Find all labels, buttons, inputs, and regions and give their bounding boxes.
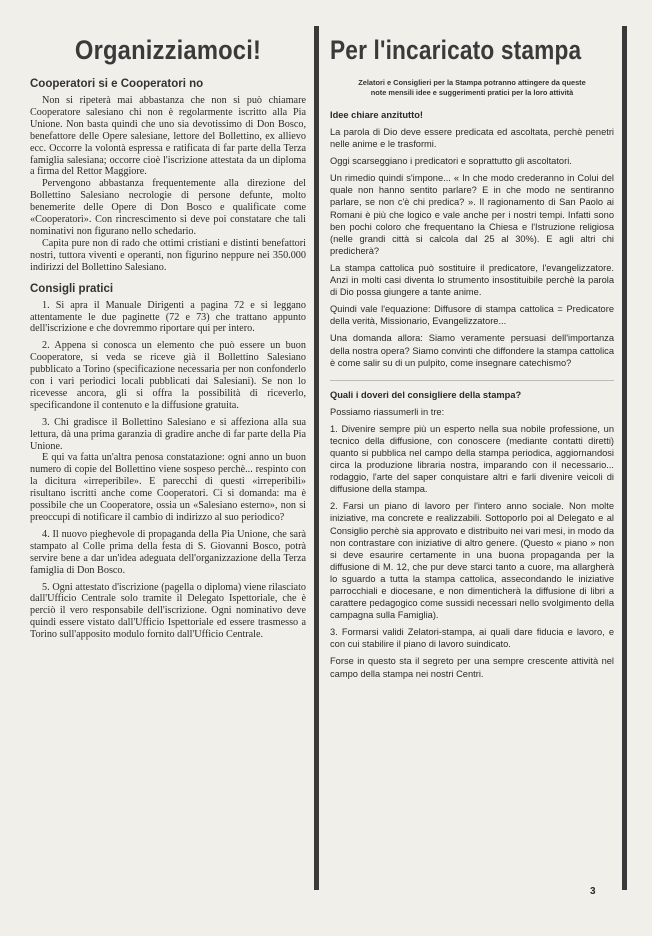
right-border-rule	[622, 26, 627, 890]
paragraph: La stampa cattolica può sostituire il predicatore, l'evangelizzatore. Anzi in molti casi diventa lo strumento insostituibile perchè la parola di Dio possa giungere a tante anime.	[330, 262, 614, 298]
section-title-consigli: Consigli pratici	[30, 282, 114, 295]
section-separator	[330, 380, 614, 381]
section-title-idee: Idee chiare anzitutto!	[330, 110, 423, 120]
paragraph: Una domanda allora: Siamo veramente persuasi dell'importanza della nostra opera? Siamo convinti che diffondere la stampa cattolica è come salir su di un pulpito, come insegnare catechismo?	[330, 333, 614, 368]
paragraph: Capita pure non di rado che ottimi cristiani e distinti benefattori nostri, tuttora viventi e operanti, non figurino neppure nei 350.000 indirizzi del Bollettino Salesiano.	[30, 237, 306, 273]
right-masthead: Per l'incaricato stampa	[330, 35, 582, 65]
intro-note: Zelatori e Consiglieri per la Stampa potranno attingere da queste note mensili idee e suggerimenti pratici per la loro attività	[358, 78, 586, 97]
paragraph: 5. Ogni attestato d'iscrizione (pagella o diploma) viene rilasciato dall'Ufficio Centrale solo tramite il Delegato Ispettoriale, che è perciò il vero responsabile dell'iscrizione. Ogni nominativo deve quindi essere vistato dall'Ufficio Ispettoriale ed essere trasmesso a Torino sull'apposito modulo fornito dall'Ufficio Centrale.	[30, 581, 306, 641]
paragraph: 2. Appena si conosca un elemento che può essere un buon Cooperatore, si veda se riceve già il Bollettino Salesiano pubblicato a Torino (specificazione necessaria per non confonderlo con i vari periodici locali pubblicati dai Salesiani). Se non lo ricevesse ancora, gli si offra la possibilità di riceverlo, specificandone il contenuto e la diffusione gratuita.	[30, 340, 306, 411]
left-masthead: Organizziamoci!	[74, 35, 262, 65]
paragraph: Forse in questo sta il segreto per una sempre crescente attività nel campo della stampa nei nostri Centri.	[330, 656, 614, 679]
column-divider	[314, 26, 319, 890]
section-title-cooperatori: Cooperatori si e Cooperatori no	[30, 78, 204, 90]
paragraph: Un rimedio quindi s'impone... « In che modo crederanno in Colui del quale non hanno sentito parlare? E in che modo ne sentiranno parlare, se non c'è chi predica? ». Il ragionamento di San Paolo ai Romani è più che logico e vale anche per i nostri tempi. Infatti sono ben pochi coloro che frequentano la Chiesa e l'Istruzione religiosa (nelle grandi città si calcola dal 25 al 30%). E agli altri chi predicherà?	[330, 173, 614, 256]
paragraph: Quindi vale l'equazione: Diffusore di stampa cattolica = Predicatore della verità, Missionario, Evangelizzatore...	[330, 304, 614, 327]
paragraph: 3. Chi gradisce il Bollettino Salesiano e si affeziona alla sua lettura, dà una prima garanzia di gradire anche di far parte della Pia Unione.	[30, 416, 306, 452]
paragraph: 2. Farsi un piano di lavoro per l'intero anno sociale. Non molte iniziative, ma concrete e realizzabili. Sottoporlo poi al Delegato e al Consiglio perchè sia approvato e distribuito nei vari mesi, in modo da non contrastare con iniziative di altro genere. (Questo « piano » non si deve esaurire certamente in una buona propaganda per la diffusione di M. 12, che pur deve starci tanto a cuore, ma allargherà lo sguardo a tutta la stampa cattolica, assecondando le iniziative parrocchiali e diocesane, e non dimenticherà la diffusione di libri a carattere pedagogico come sussidi necessari nello svolgimento della campagna sulla Famiglia).	[330, 501, 614, 621]
paragraph: 4. Il nuovo pieghevole di propaganda della Pia Unione, che sarà stampato al Colle prima della festa di S. Giovanni Bosco, potrà servire bene a dar un'idea adeguata dell'organizzazione della Terza famiglia di Don Bosco.	[30, 528, 306, 576]
left-column	[30, 28, 306, 641]
page-number: 3	[590, 886, 596, 897]
paragraph: 1. Si apra il Manuale Dirigenti a pagina 72 e si leggano attentamente le due paginette (72 e 73) che trattano appunto dell'iscrizione e che dovremmo riportare qui per intero.	[30, 299, 306, 335]
paragraph: 3. Formarsi validi Zelatori-stampa, ai quali dare fiducia e lavoro, e con cui stabilire il piano di lavoro suindicato.	[330, 627, 614, 650]
paragraph: E qui va fatta un'altra penosa constatazione: ogni anno un buon numero di copie del Bollettino viene sospeso perchè... respinto con la dicitura «irreperibile». E parecchi di questi «irreperibili» risultano iscritti anche come Cooperatori. Ci si domanda: ma è possibile che un Cooperatore, ossia un «Salesiano esterno», non si preoccupi di notificare il cambio di indirizzo al suo periodico?	[30, 452, 306, 523]
section-title-doveri: Quali i doveri del consigliere della stampa?	[330, 389, 522, 400]
paragraph: Oggi scarseggiano i predicatori e soprattutto gli ascoltatori.	[330, 156, 572, 167]
paragraph: 1. Divenire sempre più un esperto nella sua nobile professione, un tecnico della diffusione, con conoscere (mediante contatti diretti) quanto si pubblica nel campo della stampa periodica, aggiornandosi circa la produzione libraria nostra, imparando con il necessario... rodaggio, l'arte del saper conquistare altri e farli divenire veicoli di diffusione della stampa.	[330, 423, 614, 495]
paragraph: Possiamo riassumerli in tre:	[330, 406, 445, 417]
paragraph: La parola di Dio deve essere predicata ed ascoltata, perchè penetri nelle anime e le trasformi.	[330, 127, 614, 150]
right-column	[330, 28, 614, 685]
paragraph: Pervengono abbastanza frequentemente alla direzione del Bollettino Salesiano necrologie di persone defunte, molto benemerite delle Opere di Don Bosco e qualificate come «Cooperatori». Con rincrescimento si deve poi constatare che tali nominativi non figurano nello schedario.	[30, 178, 306, 237]
paragraph: Non si ripeterà mai abbastanza che non si può chiamare Cooperatore salesiano chi non è regolarmente iscritto alla Pia Unione. Non basta quindi che uno sia devotissimo di Don Bosco, benefattore delle Opere salesiane, lettore del Bollettino, ex allievo ecc. Occorre la volontà espressa e ratificata di far parte della Terza famiglia salesiana; occorre cioè l'iscrizione attestata da un diploma a firma del Rettor Maggiore.	[30, 95, 306, 178]
